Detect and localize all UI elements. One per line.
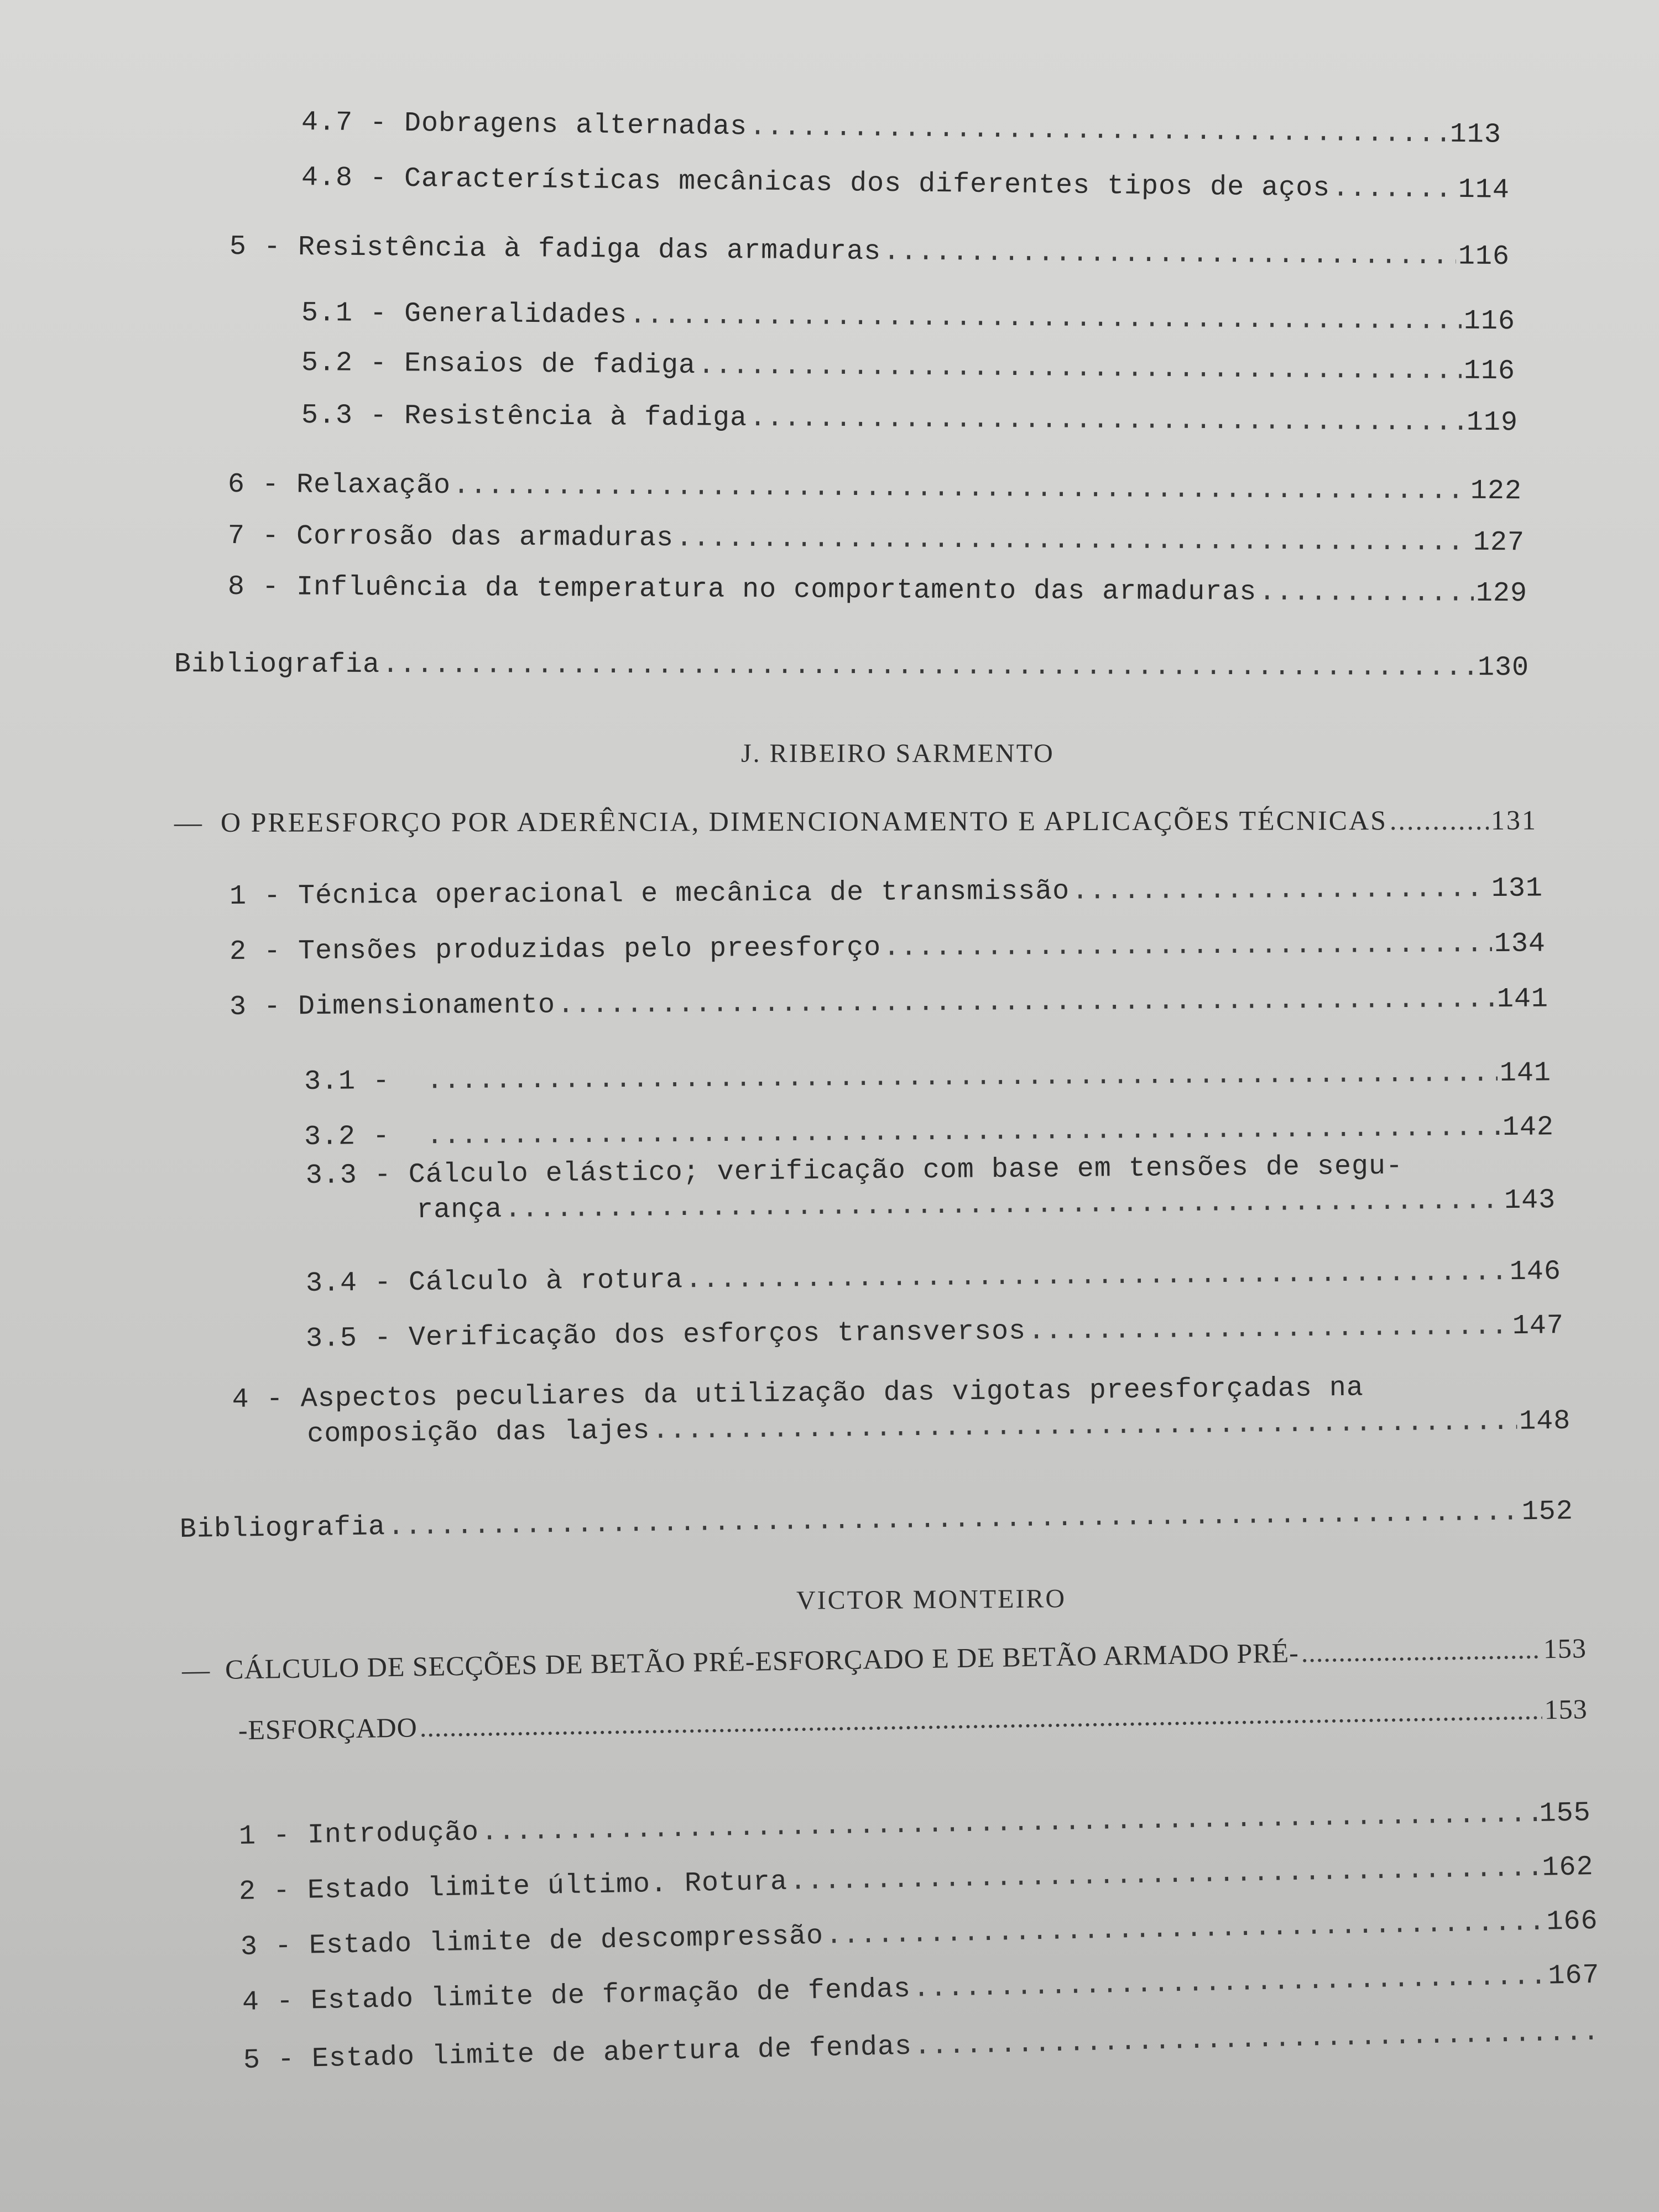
- entry-title: Influência da temperatura no comportamento das armaduras: [296, 571, 1257, 608]
- entry-page: 131: [1491, 873, 1543, 905]
- leader-dots: [825, 1905, 1545, 1954]
- toc-entry-6: [228, 467, 1522, 509]
- leader-dots: [1332, 171, 1456, 208]
- entry-title: Estado limite de descompressão: [309, 1920, 824, 1962]
- entry-title-cont: rança: [416, 1193, 503, 1227]
- leader-dots: [912, 1959, 1546, 2007]
- entry-title: Dimensionamento: [298, 989, 556, 1023]
- entry-number: 4.8 -: [301, 162, 388, 195]
- toc-entry-1: [238, 1796, 1591, 1855]
- toc-entry-bibliografia-2: [180, 1494, 1574, 1548]
- entry-title: Estado limite de formação de fendas: [310, 1973, 911, 2017]
- leader-dots: [676, 521, 1471, 561]
- leader-dots: [914, 2015, 1601, 2065]
- toc-entry-4-7: [301, 105, 1502, 153]
- entry-number: 4 -: [232, 1384, 284, 1416]
- entry-number: 5 -: [243, 2044, 295, 2077]
- entry-page: 141: [1496, 983, 1549, 1015]
- leader-dots: [749, 109, 1448, 152]
- toc-entry-2: [229, 926, 1546, 970]
- toc-entry-5-3: [301, 398, 1518, 441]
- entry-number: 3.4 -: [305, 1267, 392, 1300]
- leader-dots: [1390, 802, 1489, 838]
- entry-page: 113: [1449, 118, 1502, 151]
- leader-dots: [557, 982, 1495, 1023]
- entry-page: 116: [1463, 355, 1516, 388]
- entry-title: Aspectos peculiares da utilização das vigotas preesforçadas na: [300, 1372, 1364, 1415]
- entry-number: 3.1 -: [304, 1065, 390, 1098]
- entry-title: Resistência à fadiga das armaduras: [298, 231, 881, 268]
- chapter-title: CÁLCULO DE SECÇÕES DE BETÃO PRÉ-ESFORÇADO E DE BETÃO ARMADO PRÉ-: [225, 1637, 1300, 1685]
- leader-dots: [1259, 575, 1474, 612]
- toc-entry-5-1: [301, 296, 1515, 340]
- entry-number: 8 -: [227, 571, 280, 603]
- entry-title: Cálculo elástico; verificação com base em tensões de segu-: [408, 1150, 1404, 1191]
- leader-dots: [789, 1851, 1540, 1900]
- entry-page: 130: [1477, 652, 1530, 684]
- entry-number: 4 -: [242, 1986, 294, 2018]
- entry-page: 162: [1542, 1851, 1594, 1884]
- chapter-title: O PREESFORÇO POR ADERÊNCIA, DIMENCIONAMENTO E APLICAÇÕES TÉCNICAS: [220, 805, 1388, 838]
- entry-number: 3.5 -: [305, 1322, 392, 1355]
- leader-dots: [883, 927, 1492, 966]
- entry-title: Tensões produzidas pelo preesforço: [298, 932, 881, 968]
- toc-entry-5: [243, 2015, 1604, 2079]
- toc-entry-2: [238, 1850, 1594, 1910]
- entry-page: 134: [1494, 928, 1546, 961]
- entry-number: 5.3 -: [301, 400, 388, 432]
- toc-entry-3: [229, 982, 1548, 1025]
- leader-dots: [481, 1797, 1537, 1850]
- entry-page: 122: [1470, 475, 1522, 508]
- entry-number: 7 -: [227, 520, 280, 552]
- chapter-dash: —: [174, 806, 204, 838]
- entry-page: 153: [1543, 1632, 1587, 1665]
- leader-dots: [749, 401, 1464, 441]
- entry-title: Corrosão das armaduras: [296, 520, 674, 555]
- entry-title-cont: composição das lajes: [307, 1415, 650, 1451]
- entry-title: Bibliografia: [179, 1511, 386, 1546]
- entry-title: Estado limite de abertura de fendas: [311, 2031, 912, 2075]
- entry-page: 116: [1463, 305, 1516, 338]
- toc-entry-3-5: [306, 1308, 1564, 1357]
- chapter-entry: [181, 1618, 1588, 1761]
- chapter-entry: [174, 802, 1537, 840]
- leader-dots: [426, 1110, 1500, 1154]
- entry-number: 6 -: [227, 469, 280, 501]
- entry-page: 147: [1512, 1310, 1564, 1343]
- entry-number: 2 -: [229, 936, 281, 968]
- leader-dots: [1301, 1618, 1542, 1683]
- toc-entry-4-8: [301, 160, 1510, 208]
- leader-dots: [883, 234, 1456, 274]
- entry-number: 1 -: [238, 1820, 291, 1853]
- entry-page: 141: [1499, 1057, 1552, 1089]
- entry-number: 5.2 -: [301, 347, 388, 380]
- leader-dots: [698, 348, 1462, 389]
- author-heading: J. RIBEIRO SARMENTO: [741, 739, 1055, 768]
- toc-entry-3-4: [306, 1254, 1562, 1302]
- entry-page: 142: [1502, 1112, 1554, 1144]
- entry-number: 5 -: [229, 231, 281, 263]
- entry-title: Generalidades: [404, 298, 628, 332]
- entry-title: Introdução: [307, 1817, 479, 1851]
- toc-entry-bibliografia-1: [174, 647, 1529, 686]
- leader-dots: [1028, 1309, 1510, 1349]
- entry-number: 3 -: [240, 1931, 293, 1963]
- entry-title: Resistência à fadiga: [404, 400, 748, 434]
- entry-number: 1 -: [229, 880, 281, 912]
- entry-page: 167: [1547, 1959, 1600, 1992]
- entry-page: 166: [1546, 1905, 1599, 1938]
- entry-title: Ensaios de fadiga: [404, 348, 696, 382]
- entry-title: Cálculo à rotura: [408, 1264, 684, 1299]
- entry-title: Relaxação: [296, 469, 451, 502]
- entry-title: Dobragens alternadas: [404, 107, 748, 143]
- entry-title: Técnica operacional e mecânica de transmissão: [298, 875, 1070, 912]
- leader-dots: [1072, 872, 1489, 910]
- entry-number: 2 -: [238, 1875, 291, 1908]
- entry-title: Bibliografia: [174, 649, 380, 681]
- toc-entry-4: [232, 1369, 1571, 1453]
- entry-number: 3 -: [229, 991, 281, 1023]
- toc-entry-3-2: [304, 1110, 1554, 1155]
- entry-page: 148: [1519, 1405, 1571, 1438]
- toc-entry-3-3: [305, 1147, 1556, 1229]
- entry-page: 127: [1473, 526, 1525, 559]
- leader-dots: [382, 648, 1475, 686]
- entry-page: 131: [1490, 804, 1538, 836]
- leader-dots: [388, 1495, 1520, 1545]
- entry-page: 114: [1458, 174, 1510, 206]
- entry-title: Estado limite último. Rotura: [307, 1866, 788, 1907]
- entry-page: 153: [1544, 1693, 1588, 1725]
- author-heading: VICTOR MONTEIRO: [796, 1584, 1067, 1615]
- entry-title: Verificação dos esforços transversos: [408, 1316, 1026, 1354]
- toc-entry-1: [229, 871, 1543, 915]
- entry-number: 3.2 -: [304, 1120, 390, 1153]
- entry-number: 3.3 -: [305, 1159, 392, 1192]
- entry-page: 116: [1458, 241, 1510, 273]
- entry-page: 143: [1504, 1185, 1556, 1217]
- entry-number: 4.7 -: [301, 107, 388, 139]
- chapter-dash: —: [181, 1654, 211, 1686]
- toc-entry-5-2: [301, 346, 1515, 389]
- toc-entry-7: [228, 519, 1525, 561]
- toc-entry-5: [229, 229, 1510, 275]
- leader-dots: [426, 1056, 1498, 1099]
- toc-entry-3-1: [304, 1056, 1551, 1100]
- toc-entry-4: [242, 1958, 1600, 2021]
- leader-dots: [453, 468, 1468, 509]
- toc-entry-8: [228, 570, 1527, 612]
- entry-page: 119: [1466, 406, 1519, 439]
- toc-entry-3: [240, 1904, 1598, 1965]
- entry-number: 5.1 -: [301, 298, 388, 330]
- entry-page: 146: [1509, 1256, 1562, 1288]
- entry-page: 129: [1475, 577, 1528, 610]
- leader-dots: [629, 298, 1462, 340]
- chapter-title-cont: -ESFORÇADO: [238, 1712, 418, 1746]
- entry-page: 155: [1539, 1797, 1592, 1830]
- leader-dots: [685, 1255, 1507, 1298]
- entry-title: Características mecânicas dos diferentes tipos de aços: [404, 163, 1331, 205]
- entry-page: 152: [1521, 1496, 1574, 1528]
